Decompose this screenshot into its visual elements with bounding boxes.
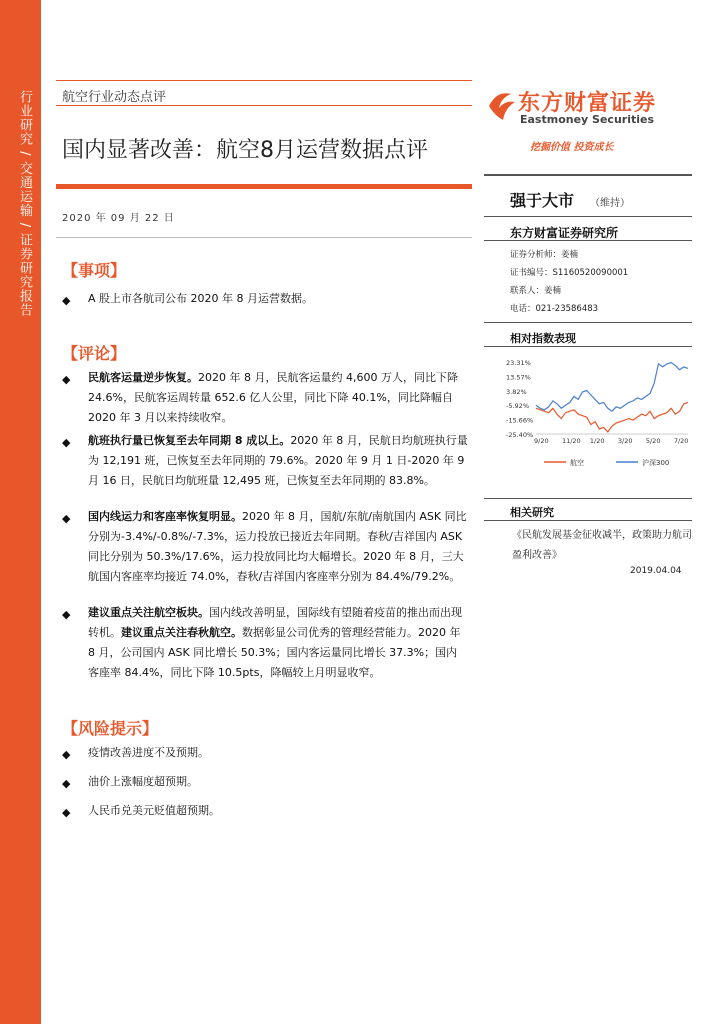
- right-rule: [484, 240, 692, 241]
- rating-note: （维持）: [590, 198, 630, 209]
- bullet-diamond-icon: ◆: [62, 806, 71, 819]
- related-report-date: 2019.04.04: [630, 566, 682, 576]
- comment-item-4: [88, 603, 468, 683]
- comment-item-3-lead: 国内线运力和客座率恢复明显。: [88, 510, 242, 523]
- logo-slogan: 挖掘价值 投资成长: [530, 142, 614, 153]
- comment-item-4-body2: 数据彰显公司优秀的管理经营能力。2020 年 8 月，公司国内 ASK 同比增长 50.3%；国内客运量同比增长 37.3%；国内客座率 84.4%，同比下降 10.5pts，降幅较上月明显收窄。: [88, 626, 461, 679]
- relative-index-chart: [500, 356, 692, 472]
- right-rule: [484, 174, 692, 176]
- x-tick-label: 11/20: [561, 437, 581, 445]
- y-tick-label: -25.40%: [506, 431, 534, 439]
- right-rule: [484, 322, 692, 323]
- x-tick-label: 3/20: [617, 437, 633, 445]
- bullet-diamond-icon: ◆: [62, 512, 71, 525]
- comment-item-3-body: 2020 年 8 月，国航/东航/南航国内 ASK 同比分别为-3.4%/-0.8%/-7.3%，运力投放已接近去年同期。春秋/吉祥国内 ASK 同比分别为 50.3%/17.6%，运力投放同比均大幅增长。2020 年 8 月，三大航国内客座率均接近 74.0%，春秋/吉祥国内客座率分别为 84.4%/79.2%。: [88, 510, 467, 583]
- title-underline-bar: [56, 184, 472, 189]
- section-risk-title: 【风险提示】: [62, 719, 159, 738]
- legend-label: 航空: [570, 459, 584, 467]
- analyst-cert: 证书编号：S1160520090001: [510, 268, 629, 278]
- risk-item: 油价上涨幅度超预期。: [88, 775, 198, 788]
- contact-phone: 电话：021-23586483: [510, 304, 599, 314]
- comment-item-4-lead: 建议重点关注航空板块。: [88, 606, 209, 619]
- y-tick-label: -5.92%: [506, 402, 529, 411]
- y-tick-label: 23.31%: [506, 359, 531, 367]
- rating-label: 强于大市: [510, 191, 575, 210]
- header-rule-top: [56, 80, 472, 81]
- y-tick-label: -15.66%: [506, 416, 534, 425]
- risk-item: 疫情改善进度不及预期。: [88, 746, 209, 759]
- x-tick-label: 5/20: [645, 437, 661, 445]
- series-line-1: [536, 363, 688, 412]
- x-tick-label: 7/20: [673, 437, 689, 445]
- related-section-title: 相关研究: [510, 506, 554, 519]
- analyst-name: 证券分析师：姜楠: [510, 250, 579, 260]
- page-title: 国内显著改善：航空8月运营数据点评: [62, 138, 428, 163]
- bullet-diamond-icon: ◆: [62, 777, 71, 790]
- bullet-diamond-icon: ◆: [62, 373, 71, 386]
- x-tick-label: 9/20: [534, 437, 549, 445]
- section-comment-title: 【评论】: [62, 344, 127, 363]
- bullet-diamond-icon: ◆: [62, 294, 71, 307]
- comment-item-3: [88, 507, 468, 587]
- right-rule: [484, 216, 692, 217]
- date-rule: [56, 237, 472, 238]
- comment-item-4-lead2: 建议重点关注春秋航空。: [121, 626, 242, 639]
- comment-item-1-lead: 民航客运量逆步恢复。: [88, 371, 198, 384]
- header-rule-bottom: [56, 105, 472, 106]
- comment-item-1: [88, 368, 468, 428]
- series-line-0: [536, 402, 688, 432]
- chart-section-title: 相对指数表现: [510, 332, 576, 345]
- legend-label: 沪深300: [642, 459, 670, 467]
- right-rule: [484, 498, 692, 499]
- related-report-title[interactable]: 《民航发展基金征收减半，政策助力航司盈利改善》: [512, 530, 692, 561]
- bullet-diamond-icon: ◆: [62, 608, 71, 621]
- comment-item-4-body: 国内线改善明显，国际线有望随着疫苗的推出而出现转机。: [88, 606, 462, 639]
- bullet-diamond-icon: ◆: [62, 436, 71, 449]
- logo-name-cn: 东方财富证券: [518, 91, 657, 116]
- contact-name: 联系人：姜楠: [510, 286, 562, 296]
- logo-name-en: Eastmoney Securities: [520, 113, 655, 126]
- event-item: A 股上市各航司公布 2020 年 8 月运营数据。: [88, 292, 313, 305]
- comment-item-1-body: 2020 年 8 月，民航客运量约 4,600 万人，同比下降 24.6%，民航客运周转量 652.6 亿人公里，同比下降 40.1%，同比降幅自 2020 年 3 月以来持续收窄。: [88, 371, 458, 424]
- report-date: 2020 年 09 月 22 日: [62, 213, 175, 224]
- x-tick-label: 1/20: [589, 437, 605, 445]
- bullet-diamond-icon: ◆: [62, 748, 71, 761]
- y-tick-label: 13.57%: [506, 373, 531, 382]
- section-event-title: 【事项】: [62, 261, 127, 280]
- side-bar-text: 行业研究 / 交通运输 / 证券研究报告: [17, 90, 32, 318]
- institute-name: 东方财富证券研究所: [510, 226, 619, 240]
- risk-item: 人民币兑美元贬值超预期。: [88, 804, 220, 817]
- report-category: 航空行业动态点评: [62, 90, 167, 105]
- comment-item-2-lead: 航班执行量已恢复至去年同期 8 成以上。: [88, 434, 291, 447]
- right-rule: [484, 346, 692, 347]
- comment-item-2: [88, 431, 468, 491]
- comment-item-2-body: 2020 年 8 月，民航日均航班执行量为 12,191 班，已恢复至去年同期的 79.6%。2020 年 9 月 1 日-2020 年 9 月 16 日，民航日均航班量 12,495 班，已恢复至去年同期的 83.8%。: [88, 434, 468, 487]
- right-rule: [484, 520, 692, 521]
- y-tick-label: 3.82%: [506, 387, 527, 396]
